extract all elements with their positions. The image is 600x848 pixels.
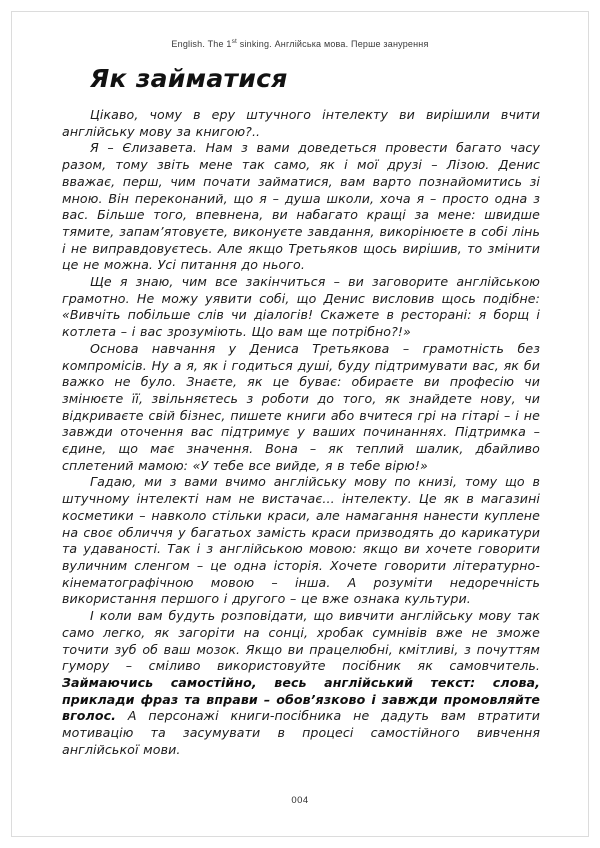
running-header-text-tail: sinking. Англійська мова. Перше занурення [237,39,429,49]
running-header [0,38,600,49]
page-content [62,64,540,758]
paragraph-3: Ще я знаю, чим все закінчиться – ви заговорите англійською грамотно. Не можу уявити собі, що Денис висловив щось подібне: «Вивчіть побільше слів чи діалогів! Скажете в ресторані: я борщ і котлета – і вас зрозуміють. Що вам ще потрібно?!» [62,274,540,340]
paragraph-6-normal-start: І коли вам будуть розповідати, що вивчити англійську мову так само легко, як загоріти на сонці, хробак сумнівів вже не зможе точити зуб об ваш мозок. Якщо ви працелюбні, кмітливі, з почуттям гумору – сміливо використовуйте посібник як самовчитель. [62,608,540,674]
paragraph-6-bold-emphasis: Займаючись самостійно, весь англійський текст: слова, приклади фраз та вправи – обов’язково і завжди промовляйте вголос. [62,674,540,724]
paragraph-6 [62,608,540,758]
paragraph-2: Я – Єлизавета. Нам з вами доведеться провести багато часу разом, тому звіть мене так само, як і мої друзі – Лізою. Денис вважає, перш, чим почати займатися, вам варто познайомитись зі мною. Він переконаний, що я – душа школи, хоча я – просто одна з вас. Більше того, впевнена, ви набагато кращі за мене: швидше тямите, запам’ятовуєте, виконуєте завдання, викорінюєте в собі лінь і не виправдовуєтесь. Але якщо Третьяков щось вирішив, то змінити це не можна. Усі питання до нього. [62,140,540,273]
paragraph-5: Гадаю, ми з вами вчимо англійську мову по книзі, тому що в штучному інтелекті нам не вистачає... інтелекту. Це як в магазині косметики – навколо стільки краси, але намагання нанести куплене на своє обличчя у багатьох замість краси призводять до карикатури та удаваності. Так і з англійською мовою: якщо ви хочете говорити вуличним сленгом – це одна історія. Хочете говорити літературно-кінематографічною мовою – інша. А розуміти недоречність використання першого і другого – це вже ознака культури. [62,474,540,607]
chapter-title: Як займатися [90,64,288,93]
running-header-text: English. The 1 [171,39,232,49]
running-header-superscript: st [231,38,238,45]
paragraph-6-normal-end: А персонажі книги-посібника не дадуть вам втратити мотивацію та засумувати в процесі самостійного вивчення англійської мови. [62,708,540,757]
page-number: 004 [291,795,309,806]
paragraph-1: Цікаво, чому в еру штучного інтелекту ви вирішили вчити англійську мову за книгою?.. [62,107,540,139]
paragraph-4: Основа навчання у Дениса Третьякова – грамотність без компромісів. Ну а я, як і годиться душі, буду підтримувати вас, як би важко не було. Знаєте, як це буває: обираєте ви професію чи змінюєте її, звільняєтесь з роботи до того, як знайдете нову, чи відкриваєте свій бізнес, пишете книги або вчитеся грі на гітарі – і не завжди оточення вас підтримує у ваших починаннях. Підтримка – єдине, що має значення. Вона – як теплий шалик, дбайливо сплетений мамою: «У тебе все вийде, я в тебе вірю!» [62,340,540,473]
